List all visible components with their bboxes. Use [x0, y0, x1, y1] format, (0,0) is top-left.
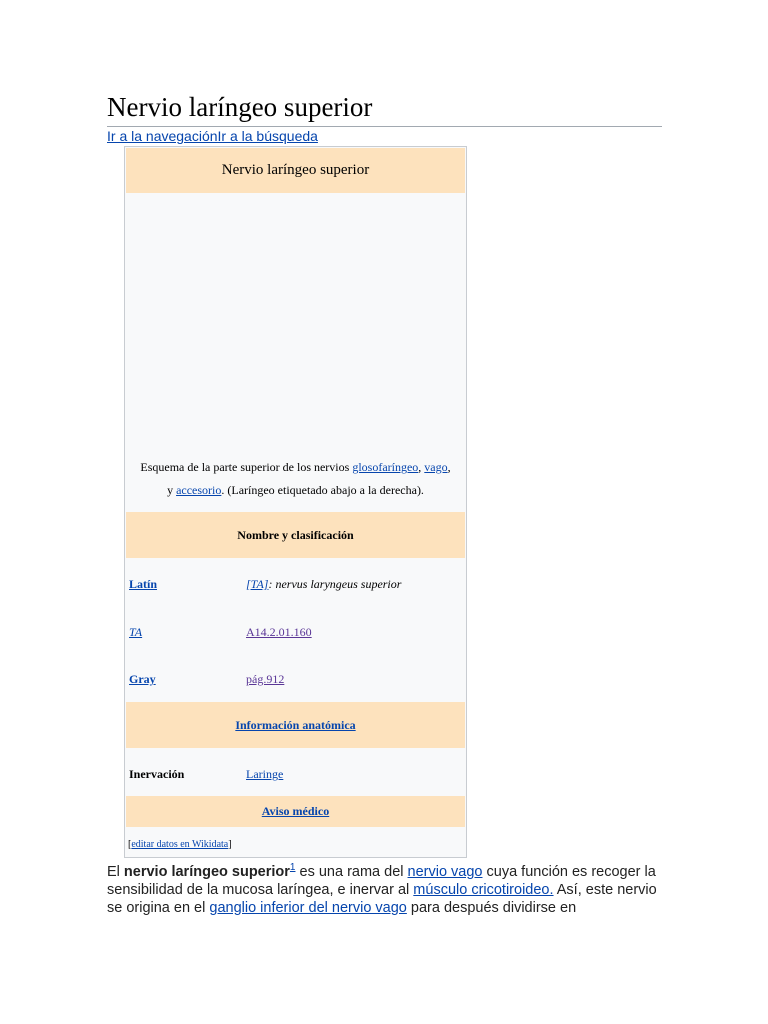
- aviso-medico-link[interactable]: Aviso médico: [261, 804, 330, 818]
- latin-value-text: : nervus laryngeus superior: [268, 577, 402, 591]
- ta-value-link[interactable]: A14.2.01.160: [246, 625, 312, 639]
- musculo-cricotiroideo-link[interactable]: músculo cricotiroideo.: [413, 882, 554, 898]
- gray-label-link[interactable]: Gray: [129, 672, 156, 686]
- page-title: Nervio laríngeo superior: [107, 90, 662, 127]
- caption-text: y: [167, 483, 177, 497]
- jump-to-search-link[interactable]: Ir a la búsqueda: [217, 128, 318, 144]
- infobox-title: Nervio laríngeo superior: [126, 148, 465, 193]
- section-header-anatomica: [126, 702, 465, 748]
- caption-text: . (Laríngeo etiquetado abajo a la derecha).: [221, 483, 424, 497]
- ta-label-link[interactable]: TA: [129, 625, 143, 639]
- jump-links: [107, 127, 318, 145]
- gray-value-link[interactable]: pág.912: [246, 672, 285, 686]
- para-text: El: [107, 864, 124, 880]
- jump-to-navigation-link[interactable]: Ir a la navegación: [107, 128, 218, 144]
- ta-ref-link[interactable]: [TA]: [246, 577, 269, 591]
- edit-wikidata-link[interactable]: editar datos en Wikidata: [131, 839, 229, 850]
- laringe-link[interactable]: Laringe: [246, 767, 284, 781]
- nervio-vago-link[interactable]: nervio vago: [407, 864, 483, 880]
- section-header-aviso: [126, 796, 465, 827]
- intro-paragraph: [107, 863, 667, 917]
- infobox-image: [125, 193, 466, 448]
- infobox: [124, 146, 467, 858]
- glosofaringeo-link[interactable]: glosofaríngeo: [352, 460, 419, 474]
- caption-sep: ,: [447, 460, 451, 474]
- para-text: cuya función es recoger la sensibilidad de la mucosa laríngea, e inervar al: [107, 864, 656, 898]
- accesorio-link[interactable]: accesorio: [176, 483, 222, 497]
- caption-text: Esquema de la parte superior de los nervios: [140, 460, 353, 474]
- latin-label-link[interactable]: Latín: [129, 577, 158, 591]
- inervacion-label: Inervación: [129, 767, 185, 781]
- wikidata-edit: [editar datos en Wikidata]: [128, 839, 232, 850]
- article-subject: nervio laríngeo superior: [123, 864, 290, 880]
- ganglio-inferior-link[interactable]: ganglio inferior del nervio vago: [209, 900, 407, 916]
- para-text: Así, este nervio se origina en el: [107, 882, 657, 916]
- reference-1-link[interactable]: 1: [289, 862, 296, 874]
- section-header-nombre: Nombre y clasificación: [126, 512, 465, 558]
- informacion-anatomica-link[interactable]: Información anatómica: [235, 717, 356, 732]
- para-text: es una rama del: [295, 864, 408, 880]
- para-text: para después dividirse en: [406, 900, 577, 916]
- latin-value: [246, 577, 401, 592]
- caption-sep: ,: [418, 460, 425, 474]
- vago-link[interactable]: vago: [424, 460, 448, 474]
- infobox-caption: [125, 456, 466, 502]
